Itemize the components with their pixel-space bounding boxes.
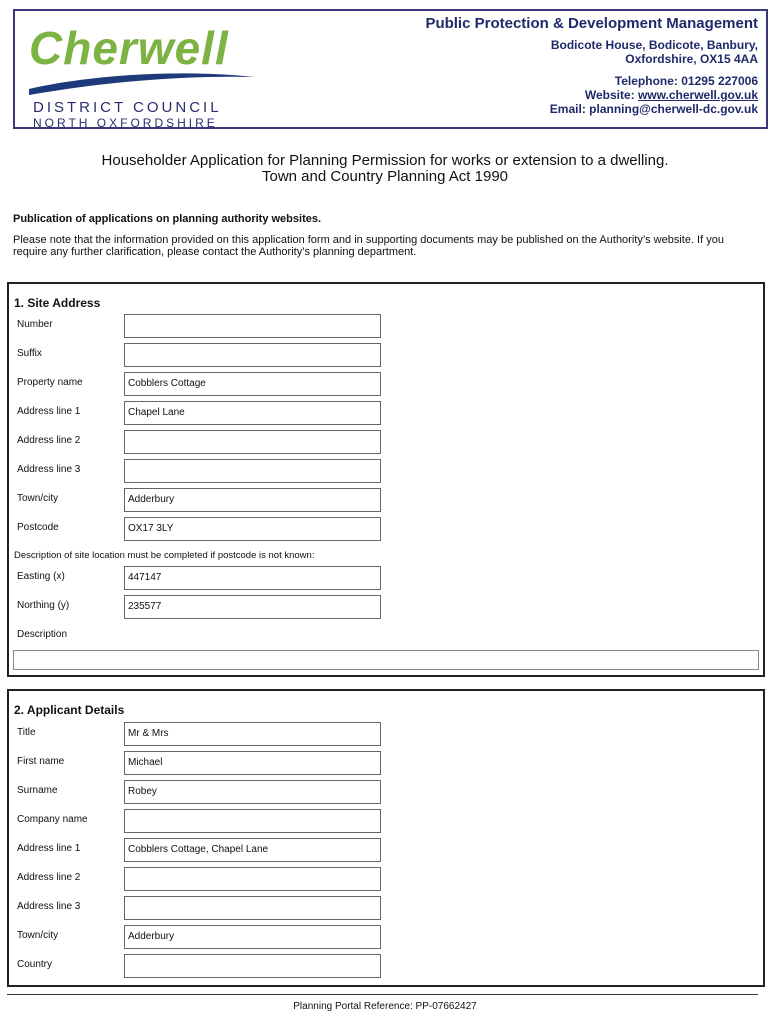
field-label: Address line 2 xyxy=(17,872,81,883)
website-line xyxy=(425,88,758,102)
address-line-2: Oxfordshire, OX15 4AA xyxy=(625,52,758,66)
department-name: Public Protection & Development Management xyxy=(425,15,758,32)
field-label: Postcode xyxy=(17,522,59,533)
telephone: Telephone: 01295 227006 xyxy=(614,74,758,88)
field-label: Easting (x) xyxy=(17,571,65,582)
letterhead xyxy=(13,9,768,129)
swoosh-icon xyxy=(29,65,259,95)
council-contact xyxy=(425,15,758,116)
address-line-1-field[interactable]: Cobblers Cottage, Chapel Lane xyxy=(124,838,381,862)
field-label: Property name xyxy=(17,377,83,388)
field-label: Northing (y) xyxy=(17,600,70,611)
field-label: Town/city xyxy=(17,930,59,941)
field-label: Address line 2 xyxy=(17,435,81,446)
address-line-2-field[interactable] xyxy=(124,430,381,454)
form-title-line2: Town and Country Planning Act 1990 xyxy=(262,168,508,185)
portal-reference: Planning Portal Reference: PP-07662427 xyxy=(293,1001,477,1012)
field-label: Address line 3 xyxy=(17,464,81,475)
number-field[interactable] xyxy=(124,314,381,338)
title-field[interactable]: Mr & Mrs xyxy=(124,722,381,746)
field-label: Surname xyxy=(17,785,58,796)
first-name-field[interactable]: Michael xyxy=(124,751,381,775)
surname-field[interactable]: Robey xyxy=(124,780,381,804)
section-title: 1. Site Address xyxy=(14,296,101,310)
town-city-field[interactable]: Adderbury xyxy=(124,925,381,949)
country-field[interactable] xyxy=(124,954,381,978)
field-label: Town/city xyxy=(17,493,59,504)
town-city-field[interactable]: Adderbury xyxy=(124,488,381,512)
section-title: 2. Applicant Details xyxy=(14,703,125,717)
field-label: Address line 1 xyxy=(17,406,81,417)
form-title-line1: Householder Application for Planning Permission for works or extension to a dwelling. xyxy=(101,152,669,169)
company-name-field[interactable] xyxy=(124,809,381,833)
field-label: Country xyxy=(17,959,53,970)
email-link[interactable]: planning@cherwell-dc.gov.uk xyxy=(589,102,758,116)
easting-field[interactable]: 447147 xyxy=(124,566,381,590)
address-line-1: Bodicote House, Bodicote, Banbury, xyxy=(550,38,758,52)
logo-district: DISTRICT COUNCIL xyxy=(33,99,222,116)
address-line-1-field[interactable]: Chapel Lane xyxy=(124,401,381,425)
address-line-3-field[interactable] xyxy=(124,459,381,483)
publication-heading: Publication of applications on planning authority websites. xyxy=(13,213,322,225)
field-label: Description xyxy=(17,629,68,640)
cherwell-logo xyxy=(29,21,259,130)
northing-field[interactable]: 235577 xyxy=(124,595,381,619)
applicant-details-section xyxy=(7,689,765,987)
field-label: Title xyxy=(17,727,36,738)
property-name-field[interactable]: Cobblers Cottage xyxy=(124,372,381,396)
site-address-section xyxy=(7,282,765,677)
form-title xyxy=(0,153,770,185)
footer-divider xyxy=(7,994,758,995)
field-label: Suffix xyxy=(17,348,42,359)
field-label: Address line 3 xyxy=(17,901,81,912)
logo-region: NORTH OXFORDSHIRE xyxy=(33,116,218,130)
field-label: Company name xyxy=(17,814,88,825)
suffix-field[interactable] xyxy=(124,343,381,367)
website-link[interactable]: www.cherwell.gov.uk xyxy=(637,88,758,102)
website-label: Website: xyxy=(584,88,638,102)
email-line xyxy=(425,102,758,116)
field-label: Number xyxy=(17,319,53,330)
field-label: Address line 1 xyxy=(17,843,81,854)
email-label: Email: xyxy=(549,102,590,116)
location-note: Description of site location must be completed if postcode is not known: xyxy=(14,550,315,561)
field-label: First name xyxy=(17,756,65,767)
logo-wordmark: Cherwell xyxy=(29,22,229,74)
address-line-2-field[interactable] xyxy=(124,867,381,891)
address-line-3-field[interactable] xyxy=(124,896,381,920)
publication-text: Please note that the information provided on this application form and in supporting documents may be published on the Authority’s website. If you require any further clarification, please contact the Authority’s planning department. xyxy=(13,234,724,258)
description-field[interactable] xyxy=(13,650,759,670)
postcode-field[interactable]: OX17 3LY xyxy=(124,517,381,541)
